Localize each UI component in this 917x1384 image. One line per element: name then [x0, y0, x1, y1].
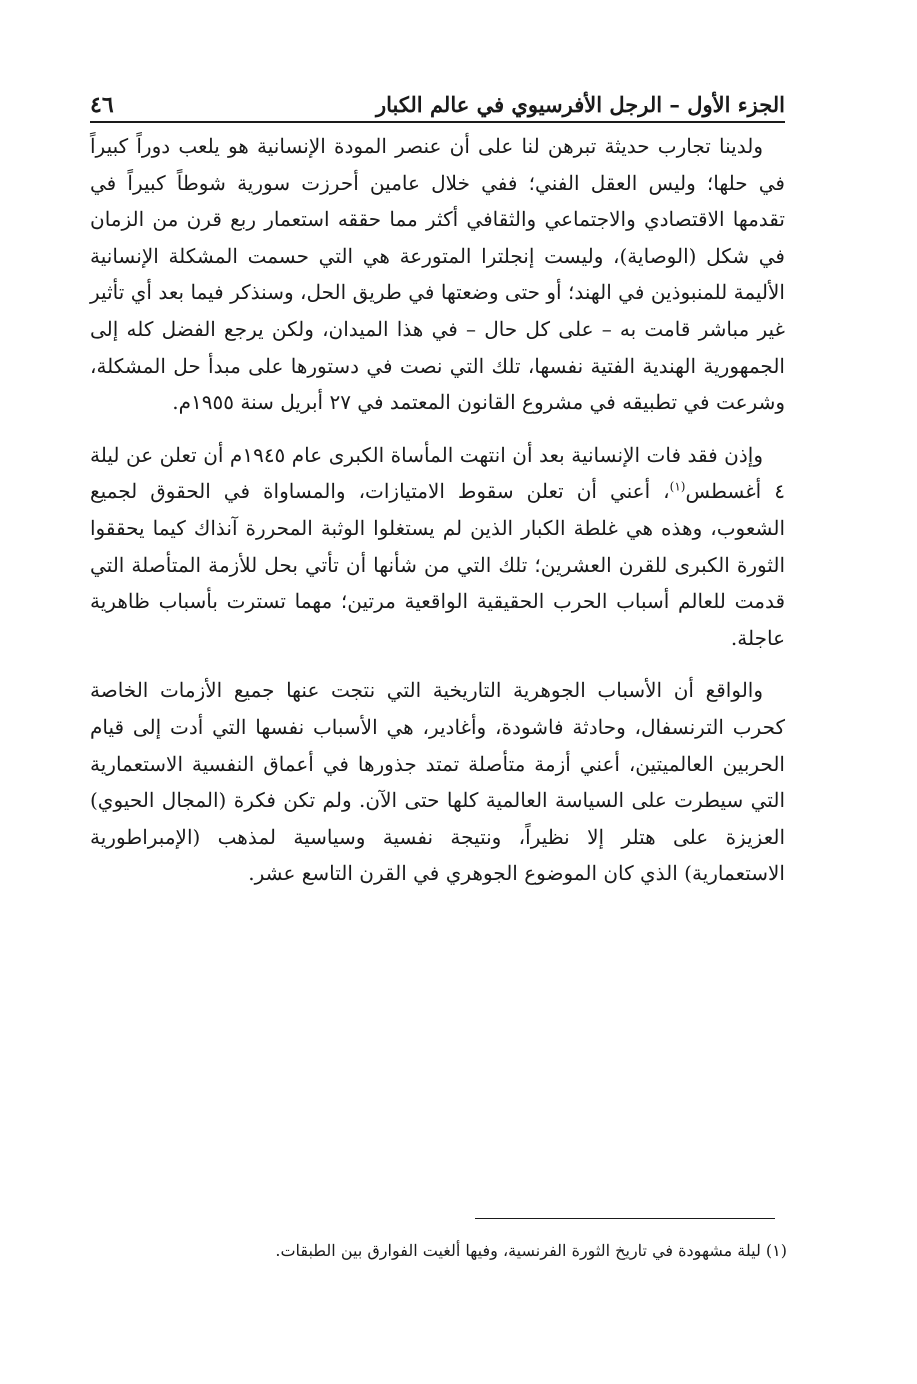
paragraph-2-text-end: ، أعني أن تعلن سقوط الامتيازات، والمساواة في الحقوق لجميع الشعوب، وهذه هي غلطة الكبار الذين لم يستغلوا الوثبة المحررة آنذاك كيما يحققوا الثورة الكبرى للقرن العشرين؛ تلك التي من شأنها أن تأتي بحل للأزمة المتأصلة التي قدمت للعالم أسباب الحرب الحقيقية الواقعية مرتين؛ مهما تسترت بأسباب ظاهرية عاجلة.	[90, 479, 785, 650]
header-divider	[90, 121, 785, 123]
page-number: ٤٦	[90, 92, 114, 118]
footnote-reference: (١)	[669, 479, 686, 494]
paragraph-1: ولدينا تجارب حديثة تبرهن لنا على أن عنصر المودة الإنسانية هو يلعب دوراً كبيراً في حلها؛ وليس العقل الفني؛ ففي خلال عامين أحرزت سورية شوطاً كبيراً في تقدمها الاقتصادي والاجتماعي والثقافي أكثر مما حققه استعمار ربع قرن من الزمان في شكل (الوصاية)، وليست إنجلترا المتورعة هي التي حسمت المشكلة الإنسانية الأليمة للمنبوذين في الهند؛ أو حتى وضعتها في طريق الحل، وسنذكر فيما بعد أي تأثير غير مباشر قامت به – على كل حال – في هذا الميدان، ولكن يرجع الفضل كله إلى الجمهورية الهندية الفتية نفسها، تلك التي نصت في دستورها على مبدأ حل المشكلة، وشرعت في تطبيقه في مشروع القانون المعتمد في ٢٧ أبريل سنة ١٩٥٥م.	[90, 134, 785, 415]
paragraph-2	[90, 437, 785, 657]
footnote-divider	[475, 1218, 775, 1219]
chapter-title: الجزء الأول – الرجل الأفرسيوي في عالم الكبار	[375, 92, 785, 117]
paragraph-3: والواقع أن الأسباب الجوهرية التاريخية التي نتجت عنها جميع الأزمات الخاصة كحرب الترنسفال، وحادثة فاشودة، وأغادير، هي الأسباب نفسها التي أدت إلى قيام الحربين العالميتين، أعني أزمة متأصلة تمتد جذورها في أعماق النفسية الاستعمارية التي سيطرت على السياسة العالمية كلها حتى الآن. ولم تكن فكرة (المجال الحيوي) العزيزة على هتلر إلا نظيراً، ونتيجة نفسية وسياسية لمذهب (الإمبراطورية الاستعمارية) الذي كان الموضوع الجوهري في القرن التاسع عشر.	[90, 678, 785, 886]
running-header	[90, 78, 785, 120]
paragraph-2-text-start: وإذن فقد فات الإنسانية بعد أن انتهت المأساة الكبرى عام ١٩٤٥م أن تعلن عن ليلة ٤ أغسطس	[90, 442, 785, 504]
footnote: (١) ليلة مشهودة في تاريخ الثورة الفرنسية، وفيها ألغيت الفوارق بين الطبقات.	[275, 1241, 787, 1260]
main-text	[90, 128, 785, 908]
